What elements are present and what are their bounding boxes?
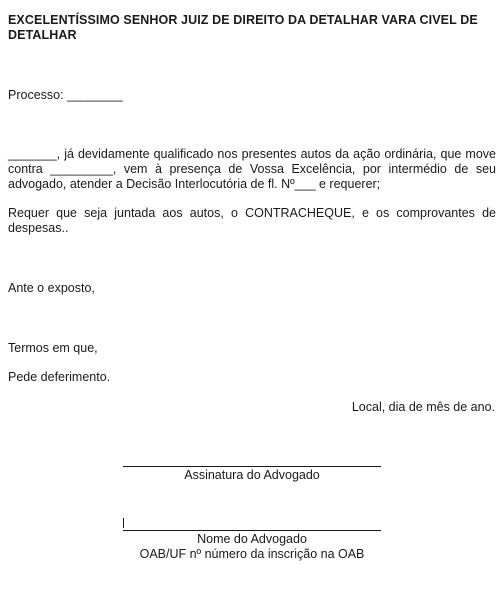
petition-paragraph-2: Requer que seja juntada aos autos, o CONTRACHEQUE, e os comprovantes de despesas.. bbox=[8, 206, 496, 235]
signature-block-advogado bbox=[123, 466, 381, 483]
lawyer-name: Nome do Advogado bbox=[197, 532, 307, 546]
lawyer-oab: OAB/UF nº número da inscrição na OAB bbox=[139, 547, 365, 561]
signature-line-marker bbox=[123, 518, 124, 528]
signature-label: Assinatura do Advogado bbox=[184, 468, 320, 482]
process-number-line: Processo: ________ bbox=[8, 88, 123, 102]
petition-paragraph-1: _______, já devidamente qualificado nos presentes autos da ação ordinária, que move contra _________, vem à presença de Vossa Excelência, por intermédio de seu advogado, atender a Decisão Interlocutória de fl. Nº___ e requerer; bbox=[8, 147, 496, 191]
document-heading: EXCELENTÍSSIMO SENHOR JUIZ DE DIREITO DA DETALHAR VARA CIVEL DE DETALHAR bbox=[8, 13, 478, 42]
signature-block-name bbox=[123, 530, 381, 562]
pede-deferimento: Pede deferimento. bbox=[8, 370, 111, 384]
signature-line bbox=[123, 530, 381, 531]
termos-em-que: Termos em que, bbox=[8, 341, 98, 355]
ante-o-exposto: Ante o exposto, bbox=[8, 281, 95, 295]
signature-line bbox=[123, 466, 381, 467]
local-date: Local, dia de mês de ano. bbox=[351, 400, 495, 414]
